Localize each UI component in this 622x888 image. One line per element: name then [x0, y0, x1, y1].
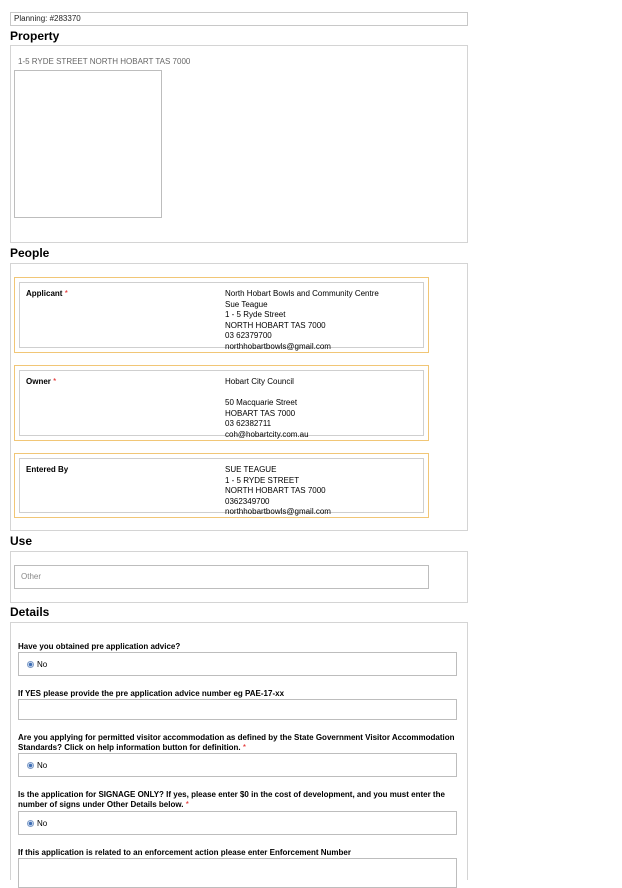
applicant-line: 1 - 5 Ryde Street [225, 310, 286, 319]
owner-line: 03 62382711 [225, 419, 272, 428]
applicant-details [225, 289, 379, 352]
pre-application-field [18, 652, 457, 676]
required-marker: * [64, 289, 68, 298]
entered-by-line: 0362349700 [225, 496, 270, 506]
enforcement-number-input[interactable] [18, 858, 457, 888]
visitor-accommodation-field [18, 753, 457, 777]
pre-application-radio[interactable] [27, 660, 47, 669]
use-field[interactable]: Other [14, 565, 429, 589]
enforcement-question: If this application is related to an enforcement action please enter Enforcement Number [18, 848, 351, 857]
applicant-line: North Hobart Bowls and Community Centre [225, 289, 379, 298]
signage-only-radio[interactable] [27, 819, 47, 828]
details-heading: Details [10, 605, 50, 619]
radio-label: No [37, 819, 48, 828]
entered-by-line: SUE TEAGUE [225, 465, 277, 474]
visitor-accommodation-question: Are you applying for permitted visitor accommodation as defined by the State Government Visitor Accommodation Standards? Click on help information button for definition. * [18, 733, 455, 752]
signage-only-question: Is the application for SIGNAGE ONLY? If yes, please enter $0 in the cost of development, and you must enter the number of signs under Other Details below. * [18, 790, 445, 809]
owner-line: Hobart City Council [225, 377, 294, 386]
required-marker: * [53, 377, 57, 386]
planning-reference: Planning: #283370 [10, 12, 468, 26]
entered-by-line: 1 - 5 RYDE STREET [225, 475, 300, 485]
radio-selected-icon [27, 762, 34, 769]
entered-by-details [225, 465, 331, 518]
pre-application-number-input[interactable] [18, 699, 457, 720]
radio-label: No [37, 761, 48, 770]
owner-card [14, 365, 429, 441]
people-heading: People [10, 246, 50, 260]
applicant-label: Applicant * [26, 289, 68, 298]
owner-line [225, 388, 309, 399]
applicant-line: northhobartbowls@gmail.com [225, 341, 331, 351]
property-heading: Property [10, 29, 60, 43]
visitor-accommodation-radio[interactable] [27, 761, 47, 770]
owner-line: HOBART TAS 7000 [225, 408, 296, 418]
use-heading: Use [10, 534, 33, 548]
owner-details [225, 377, 309, 440]
property-map[interactable] [14, 70, 162, 218]
applicant-card [14, 277, 429, 353]
owner-label: Owner * [26, 377, 57, 386]
applicant-line: NORTH HOBART TAS 7000 [225, 320, 326, 330]
signage-only-field [18, 811, 457, 835]
owner-line: coh@hobartcity.com.au [225, 429, 309, 439]
applicant-line: 03 62379700 [225, 331, 272, 340]
pre-application-number-question: If YES please provide the pre application advice number eg PAE-17-xx [18, 689, 285, 698]
entered-by-line: northhobartbowls@gmail.com [225, 507, 331, 516]
owner-line: 50 Macquarie Street [225, 398, 298, 407]
required-marker: * [242, 743, 247, 752]
applicant-line: Sue Teague [225, 299, 268, 309]
radio-label: No [37, 660, 48, 669]
radio-selected-icon [27, 661, 34, 668]
radio-selected-icon [27, 820, 34, 827]
pre-application-question: Have you obtained pre application advice? [18, 642, 181, 651]
entered-by-label: Entered By [26, 465, 69, 474]
property-address: 1-5 RYDE STREET NORTH HOBART TAS 7000 [18, 57, 191, 66]
entered-by-line: NORTH HOBART TAS 7000 [225, 486, 326, 495]
required-marker: * [185, 800, 189, 809]
entered-by-card [14, 453, 429, 518]
